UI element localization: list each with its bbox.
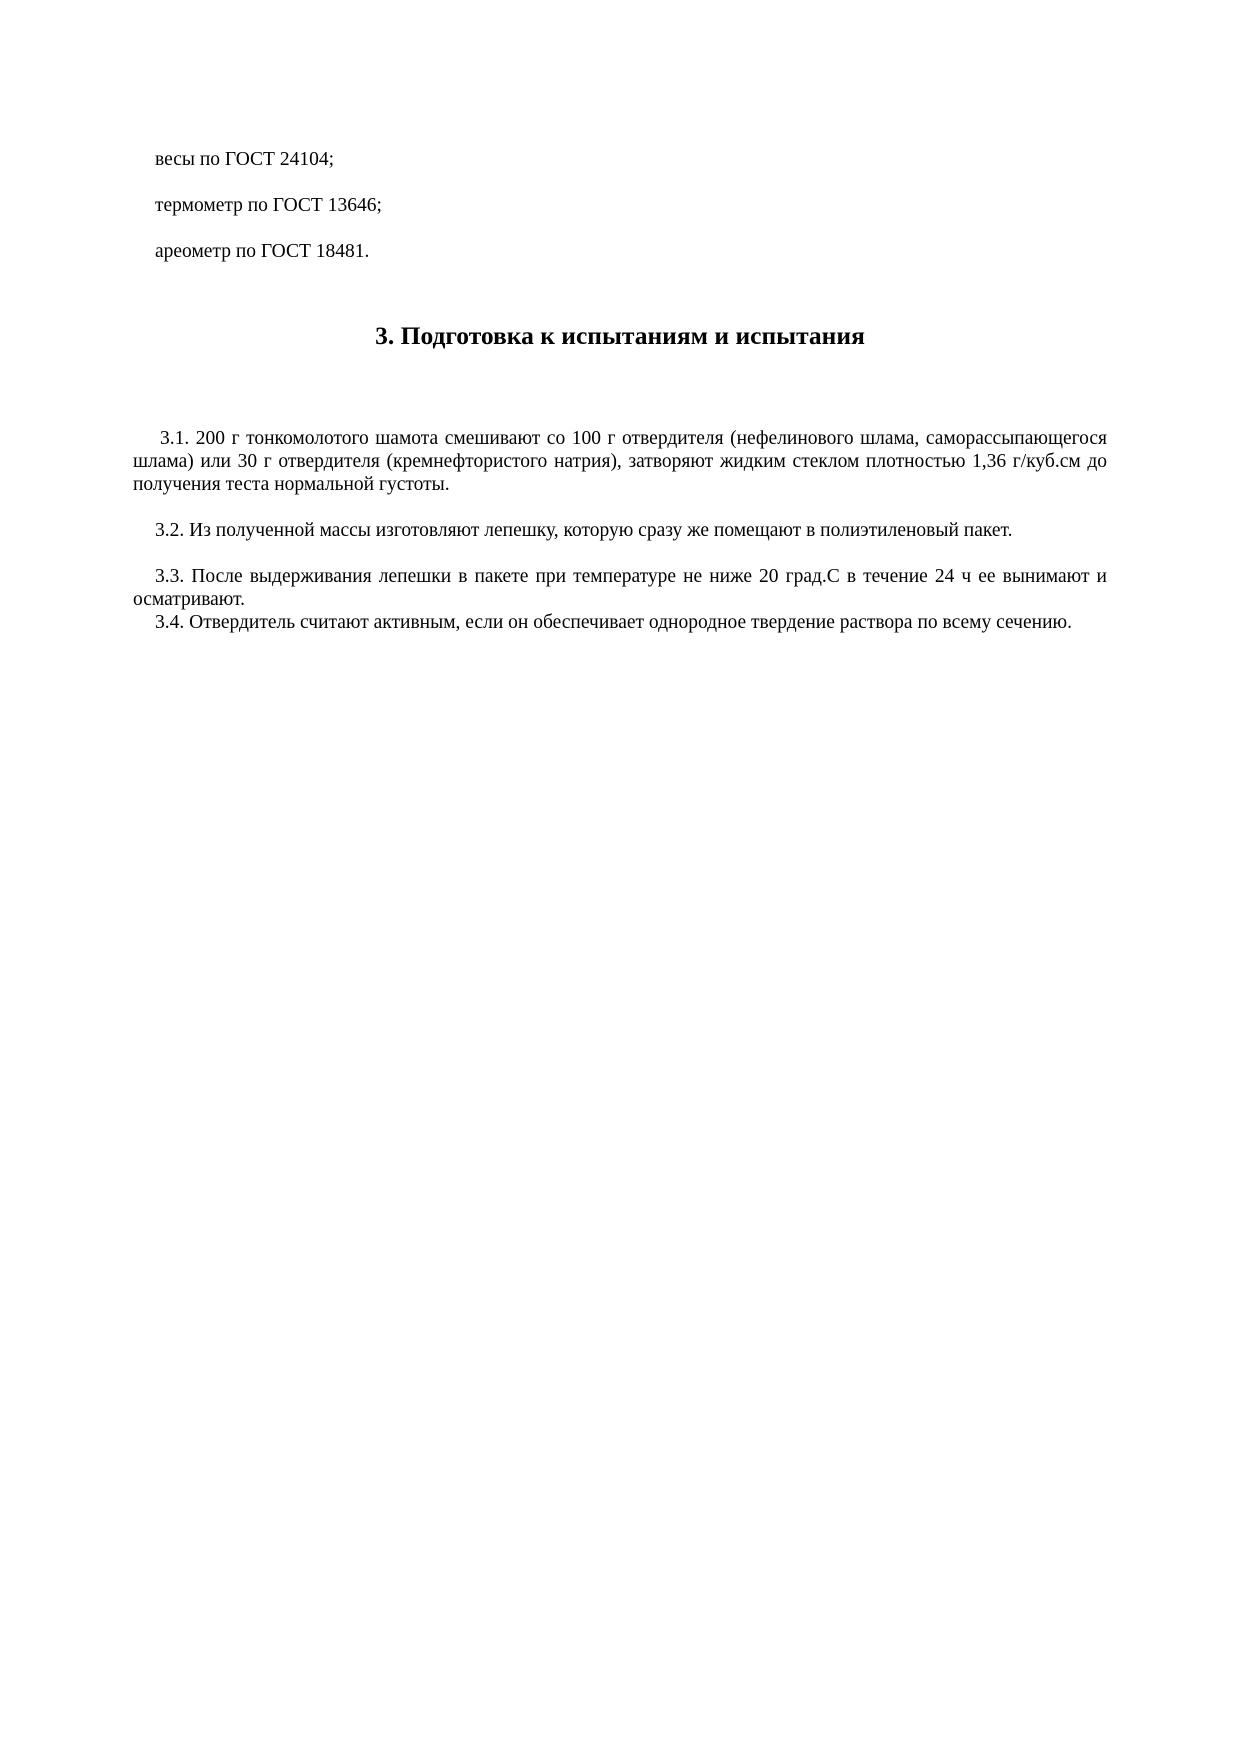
paragraph-3-1: 3.1. 200 г тонкомолотого шамота смешивают со 100 г отвердителя (нефелинового шлама, самораcсыпающегося шлама) или 30 г отвердителя (кремнефтористого натрия), затворяют жидким стеклом плотностью 1,36 г/куб.см до получения теста нормальной густоты.: [133, 428, 1107, 495]
section-heading: 3. Подготовка к испытаниям и испытания: [375, 321, 865, 350]
equipment-item-hydrometer: ареометр по ГОСТ 18481.: [155, 241, 370, 262]
equipment-item-scales: весы по ГОСТ 24104;: [155, 149, 334, 170]
equipment-item-thermometer: термометр по ГОСТ 13646;: [155, 195, 382, 216]
paragraph-3-3: 3.3. После выдерживания лепешки в пакете при температуре не ниже 20 град.С в течение 24 ч ее вынимают и осматривают.: [133, 566, 1107, 610]
paragraph-3-2: 3.2. Из полученной массы изготовляют лепешку, которую сразу же помещают в полиэтиленовый пакет.: [155, 520, 1013, 541]
paragraph-3-4: 3.4. Отвердитель считают активным, если он обеспечивает однородное твердение раствора по всему сечению.: [155, 612, 1072, 633]
